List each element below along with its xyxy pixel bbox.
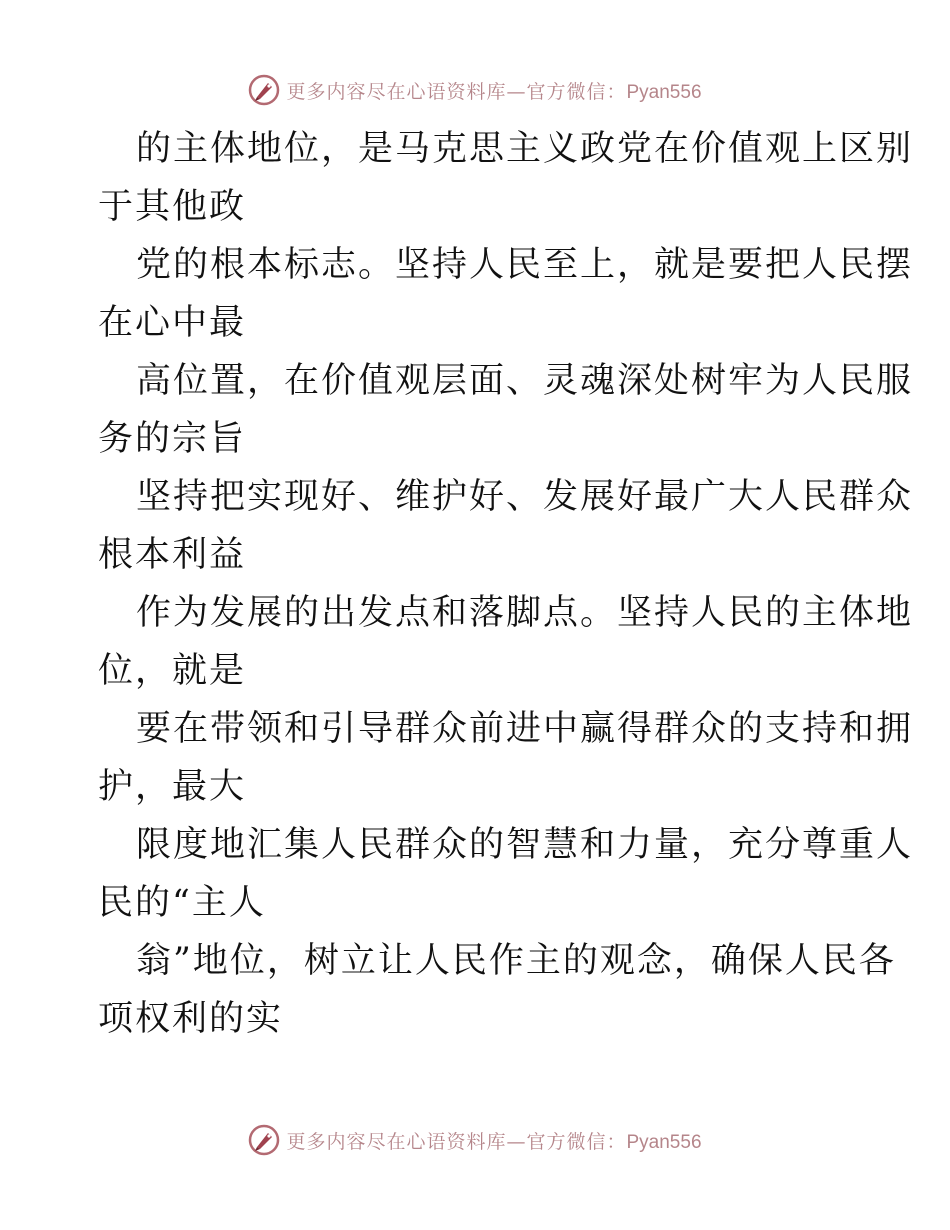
watermark-text — [286, 77, 701, 104]
text-line: 民的“主人 — [98, 883, 266, 923]
document-body — [98, 120, 914, 1048]
text-line: 坚持把实现好、维护好、发展好最广大人民群众 — [136, 477, 914, 517]
text-line: 项权利的实 — [98, 999, 284, 1039]
text-line: 在心中最 — [98, 303, 247, 343]
text-line: 位，就是 — [98, 651, 247, 691]
text-line: 党的根本标志。坚持人民至上，就是要把人民摆 — [136, 245, 914, 285]
text-line: 根本利益 — [98, 535, 247, 575]
text-line: 护，最大 — [98, 767, 247, 807]
footer-watermark — [0, 1122, 950, 1158]
pen-nib-logo-icon — [248, 74, 280, 106]
text-line: 的主体地位，是马克思主义政党在价值观上区别 — [136, 129, 914, 169]
text-line: 作为发展的出发点和落脚点。坚持人民的主体地 — [136, 593, 914, 633]
watermark-label: 更多内容尽在心语资料库—官方微信： — [286, 1130, 627, 1153]
text-line: 高位置，在价值观层面、灵魂深处树牢为人民服 — [136, 361, 914, 401]
watermark-wechat-id: Pyan556 — [626, 1131, 702, 1153]
text-line: 翁”地位，树立让人民作主的观念，确保人民各 — [136, 941, 896, 981]
text-line: 限度地汇集人民群众的智慧和力量，充分尊重人 — [136, 825, 914, 865]
header-watermark — [0, 72, 950, 108]
watermark-label: 更多内容尽在心语资料库—官方微信： — [286, 80, 627, 103]
text-line: 于其他政 — [98, 187, 247, 227]
watermark-text — [286, 1127, 701, 1154]
watermark-wechat-id: Pyan556 — [626, 81, 702, 103]
text-line: 要在带领和引导群众前进中赢得群众的支持和拥 — [136, 709, 914, 749]
pen-nib-logo-icon — [248, 1124, 280, 1156]
text-line: 务的宗旨 — [98, 419, 247, 459]
